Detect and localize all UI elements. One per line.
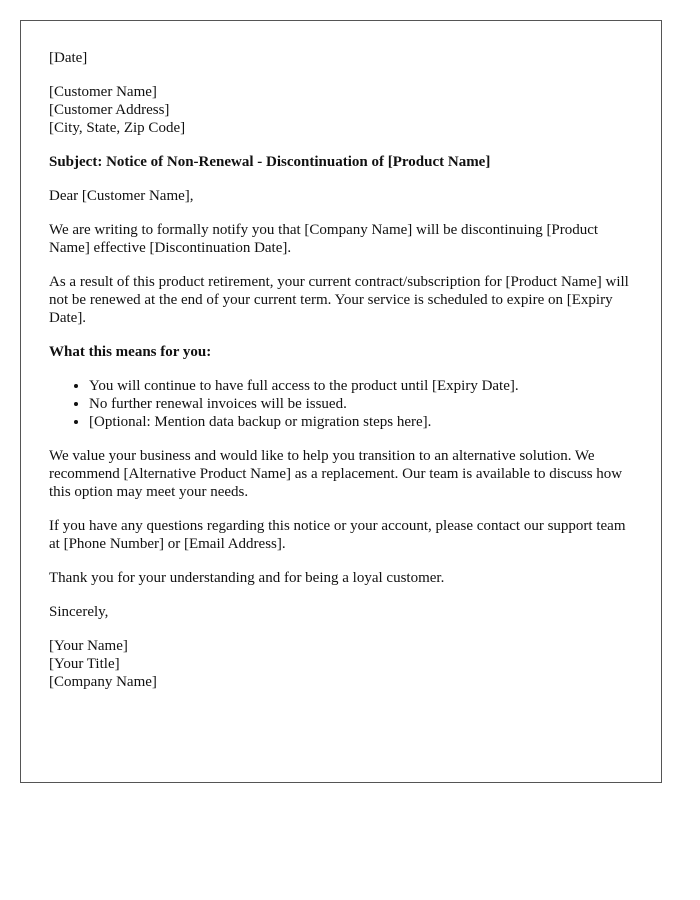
signature-title: [Your Title] xyxy=(49,656,120,672)
recipient-street: [Customer Address] xyxy=(49,102,170,118)
list-item: • No further renewal invoices will be issued. xyxy=(89,395,633,413)
date: [Date] xyxy=(49,50,88,66)
recipient-address xyxy=(49,83,633,137)
list-item: • [Optional: Mention data backup or migration steps here]. xyxy=(89,413,633,431)
signature-company: [Company Name] xyxy=(49,674,157,690)
signature-name: [Your Name] xyxy=(49,638,128,654)
list-item: • You will continue to have full access to the product until [Expiry Date]. xyxy=(89,377,633,395)
paragraph-non-renewal: As a result of this product retirement, your current contract/subscription for [Product Name] will not be renewed at the end of your current term. Your service is scheduled to expire on [Expiry Date]. xyxy=(49,274,629,326)
signature-block xyxy=(49,637,633,691)
subject-line: Subject: Notice of Non-Renewal - Discontinuation of [Product Name] xyxy=(49,154,491,170)
bullet-list xyxy=(49,377,633,431)
salutation: Dear [Customer Name], xyxy=(49,188,194,204)
paragraph-thanks: Thank you for your understanding and for being a loyal customer. xyxy=(49,570,445,586)
paragraph-alternative: We value your business and would like to help you transition to an alternative solution. We recommend [Alternative Product Name] as a replacement. Our team is available to discuss how this option may meet your needs. xyxy=(49,448,623,500)
recipient-name: [Customer Name] xyxy=(49,84,157,100)
section-heading: What this means for you: xyxy=(49,344,212,360)
recipient-city: [City, State, Zip Code] xyxy=(49,120,186,136)
letter xyxy=(20,20,662,783)
signoff: Sincerely, xyxy=(49,604,109,620)
paragraph-contact: If you have any questions regarding this notice or your account, please contact our support team at [Phone Number] or [Email Address]. xyxy=(49,518,626,552)
paragraph-notice: We are writing to formally notify you that [Company Name] will be discontinuing [Product Name] effective [Discontinuation Date]. xyxy=(49,222,599,256)
